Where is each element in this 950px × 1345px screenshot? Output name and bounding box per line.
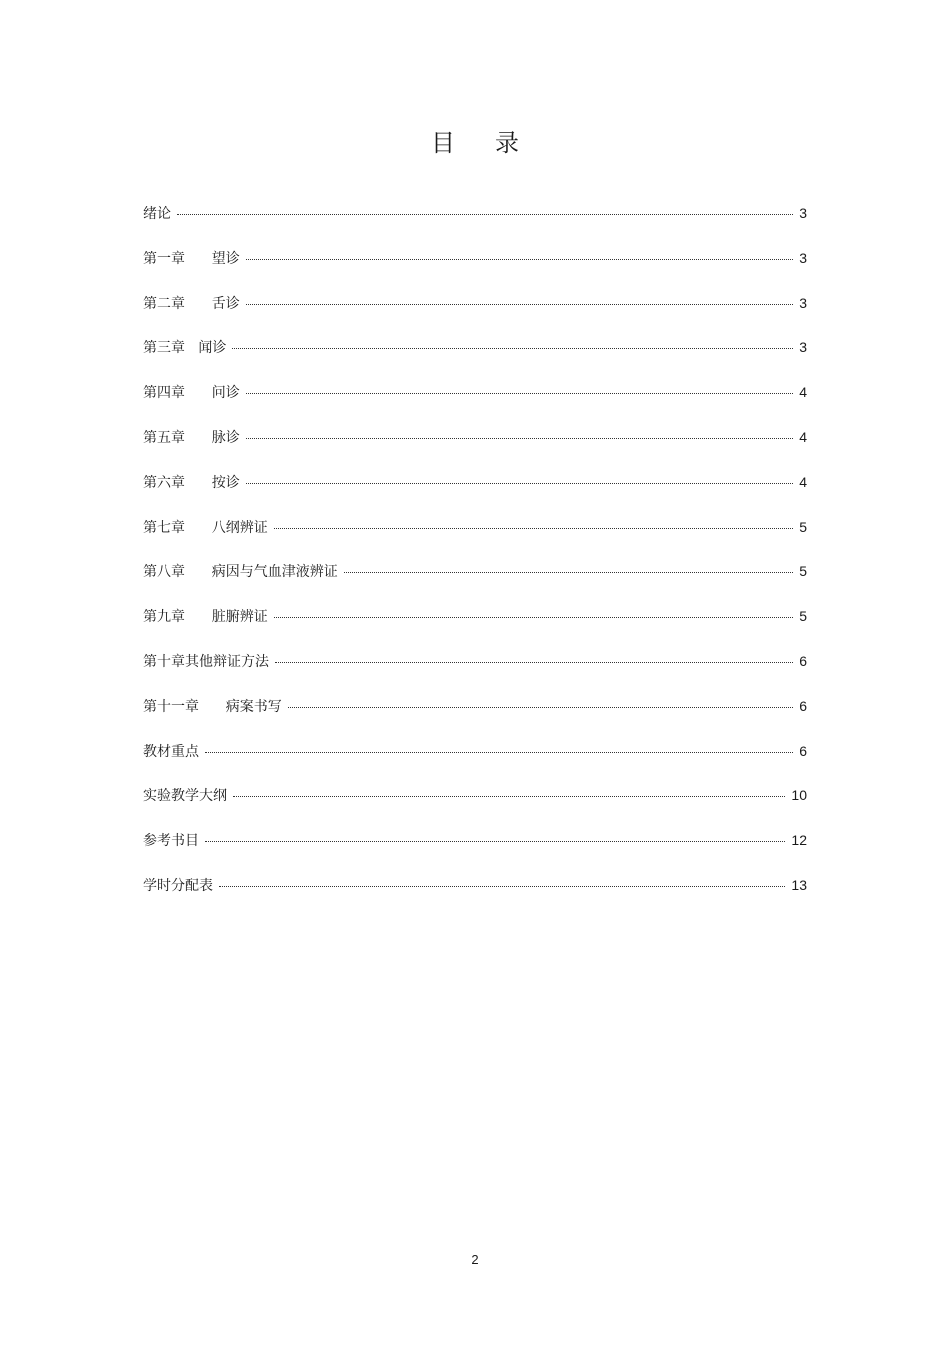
- toc-entry-page: 6: [799, 742, 807, 759]
- toc-leader-dots: [205, 752, 793, 753]
- toc-entry-label: 第二章 舌诊: [143, 295, 240, 312]
- toc-leader-dots: [246, 393, 793, 394]
- toc-entry[interactable]: [143, 378, 807, 423]
- toc-entry-page: 3: [799, 294, 807, 311]
- toc-entry-label: 第九章 脏腑辨证: [143, 609, 268, 626]
- toc-leader-dots: [219, 886, 785, 887]
- toc-leader-dots: [246, 438, 793, 439]
- toc-entry[interactable]: [143, 333, 807, 378]
- toc-entry[interactable]: [143, 199, 807, 244]
- toc-entry[interactable]: [143, 871, 807, 916]
- toc-entry[interactable]: [143, 692, 807, 737]
- toc-entry-label: 参考书目: [143, 833, 199, 850]
- toc-entry-label: 第八章 病因与气血津液辨证: [143, 564, 338, 581]
- toc-entry[interactable]: [143, 781, 807, 826]
- toc-entry[interactable]: [143, 244, 807, 289]
- toc-entry-page: 3: [799, 249, 807, 266]
- toc-leader-dots: [288, 707, 793, 708]
- toc-entry[interactable]: [143, 647, 807, 692]
- toc-entry-page: 4: [799, 428, 807, 445]
- toc-entry-label: 第十章其他辩证方法: [143, 653, 269, 670]
- toc-entry-page: 6: [799, 697, 807, 714]
- toc-entry-label: 第一章 望诊: [143, 250, 240, 267]
- toc-leader-dots: [274, 528, 793, 529]
- toc-entry[interactable]: [143, 557, 807, 602]
- toc-entry-label: 第十一章 病案书写: [143, 698, 282, 715]
- table-of-contents: [143, 199, 807, 916]
- toc-entry-label: 第五章 脉诊: [143, 429, 240, 446]
- toc-entry[interactable]: [143, 468, 807, 513]
- toc-leader-dots: [246, 304, 793, 305]
- toc-entry-label: 教材重点: [143, 743, 199, 760]
- toc-entry-page: 13: [791, 876, 807, 893]
- toc-entry-page: 6: [799, 652, 807, 669]
- toc-entry[interactable]: [143, 513, 807, 558]
- toc-entry-label: 第六章 按诊: [143, 474, 240, 491]
- toc-entry-label: 第三章 闻诊: [143, 340, 227, 357]
- toc-entry-page: 5: [799, 518, 807, 535]
- toc-leader-dots: [205, 841, 785, 842]
- toc-entry[interactable]: [143, 826, 807, 871]
- toc-entry-page: 3: [799, 205, 807, 221]
- toc-leader-dots: [274, 617, 793, 618]
- toc-entry-label: 第七章 八纲辨证: [143, 519, 268, 536]
- toc-entry-page: 5: [799, 608, 807, 625]
- toc-leader-dots: [344, 572, 793, 573]
- toc-entry-label: 第四章 问诊: [143, 385, 240, 402]
- toc-leader-dots: [233, 796, 785, 797]
- toc-entry[interactable]: [143, 423, 807, 468]
- page-number: 2: [471, 1252, 479, 1267]
- toc-leader-dots: [275, 662, 793, 663]
- toc-leader-dots: [177, 214, 793, 215]
- toc-entry-label: 学时分配表: [143, 877, 213, 894]
- toc-leader-dots: [246, 483, 793, 484]
- toc-entry[interactable]: [143, 602, 807, 647]
- toc-entry-label: 绪论: [143, 206, 171, 222]
- toc-leader-dots: [232, 348, 793, 349]
- toc-entry-page: 4: [799, 473, 807, 490]
- toc-entry-page: 3: [799, 339, 807, 356]
- toc-entry-page: 12: [791, 832, 807, 849]
- toc-entry[interactable]: [143, 289, 807, 334]
- toc-entry-page: 5: [799, 563, 807, 580]
- page-title: 目录: [431, 129, 559, 157]
- toc-entry-page: 4: [799, 384, 807, 401]
- toc-entry-label: 实验教学大纲: [143, 788, 227, 805]
- toc-entry[interactable]: [143, 737, 807, 782]
- toc-leader-dots: [246, 259, 793, 260]
- toc-entry-page: 10: [791, 787, 807, 804]
